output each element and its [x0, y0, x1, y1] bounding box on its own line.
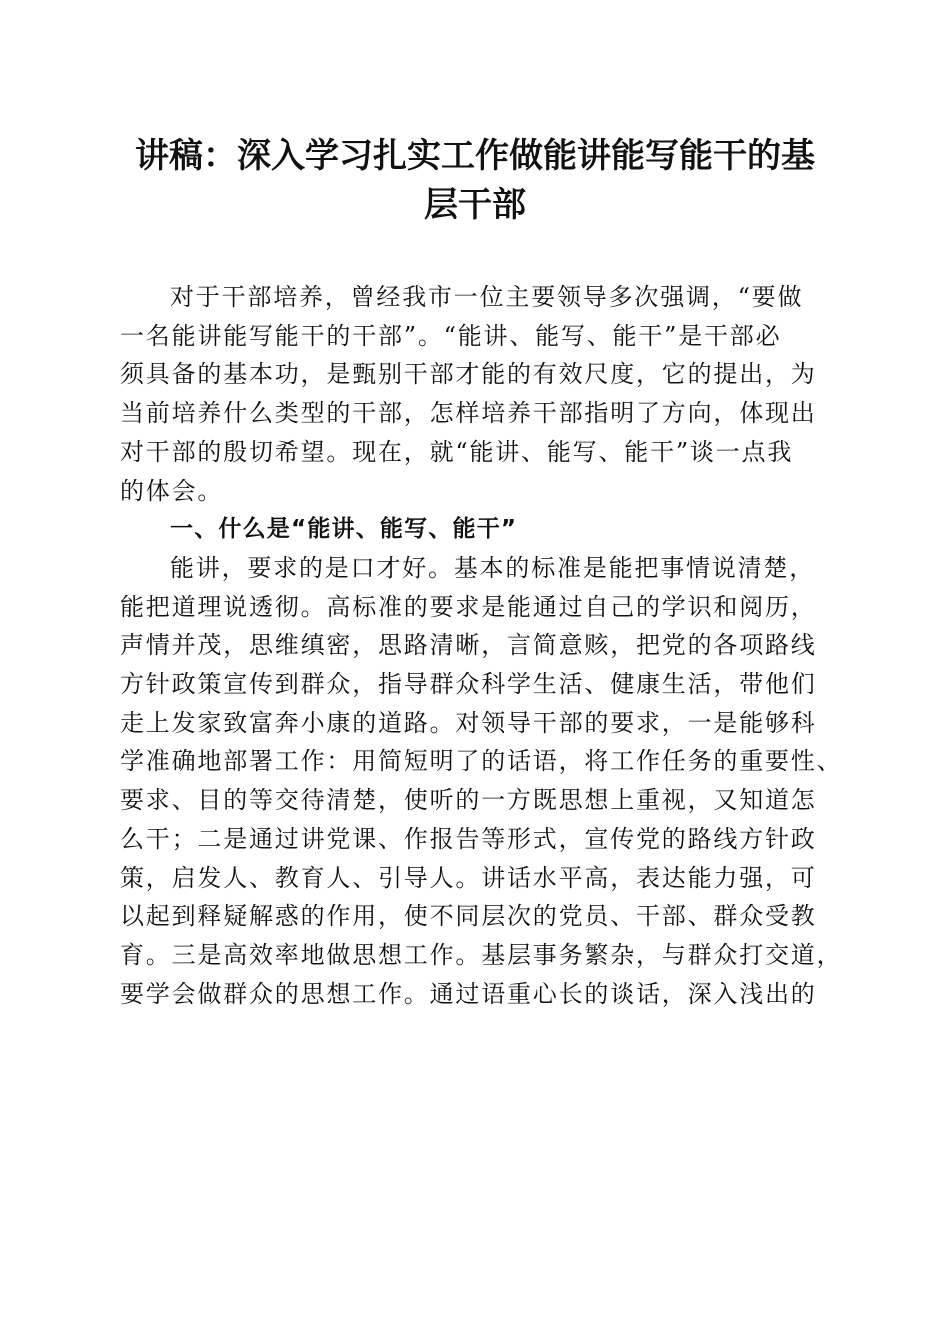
text-line: 声情并茂，思维缜密，思路清晰，言简意赅，把党的各项路线	[120, 631, 817, 660]
paragraph-intro	[120, 278, 840, 510]
text-line: 能讲，要求的是口才好。基本的标准是能把事情说清楚，	[170, 553, 815, 582]
title-line: 层干部	[424, 185, 526, 225]
text-line: 要求、目的等交待清楚，使听的一方既思想上重视，又知道怎	[120, 786, 817, 815]
text-line: 对干部的殷切希望。现在，就“能讲、能写、能干”谈一点我	[120, 437, 794, 466]
section-heading: 一、什么是“能讲、能写、能干”	[170, 516, 518, 543]
text-line: 须具备的基本功，是甄别干部才能的有效尺度，它的提出，为	[120, 360, 817, 389]
document-title	[118, 132, 832, 230]
text-line: 走上发家致富奔小康的道路。对领导干部的要求，一是能够科	[120, 708, 817, 737]
text-line: 当前培养什么类型的干部，怎样培养干部指明了方向，体现出	[120, 399, 817, 428]
text-line: 学准确地部署工作：用简短明了的话语，将工作任务的重要性、	[120, 747, 843, 776]
text-line: 策，启发人、教育人、引导人。讲话水平高，表达能力强，可	[120, 863, 817, 892]
text-line: 要学会做群众的思想工作。通过语重心长的谈话，深入浅出的	[120, 979, 817, 1008]
text-line: 么干；二是通过讲党课、作报告等形式，宣传党的路线方针政	[120, 824, 817, 853]
title-line: 讲稿：深入学习扎实工作做能讲能写能干的基	[135, 136, 815, 176]
text-line: 一名能讲能写能干的干部”。“能讲、能写、能干”是干部必	[120, 321, 782, 350]
text-line: 以起到释疑解惑的作用，使不同层次的党员、干部、群众受教	[120, 902, 817, 931]
text-line: 对于干部培养，曾经我市一位主要领导多次强调，“要做	[170, 283, 804, 311]
text-line: 育。三是高效率地做思想工作。基层事务繁杂，与群众打交道，	[120, 940, 843, 969]
paragraph-speaking	[120, 549, 843, 1013]
document-body	[120, 278, 843, 1013]
text-line: 能把道理说透彻。高标准的要求是能通过自己的学识和阅历，	[120, 592, 817, 621]
text-line: 的体会。	[120, 476, 224, 505]
text-line: 方针政策宣传到群众，指导群众科学生活、健康生活，带他们	[120, 670, 817, 699]
